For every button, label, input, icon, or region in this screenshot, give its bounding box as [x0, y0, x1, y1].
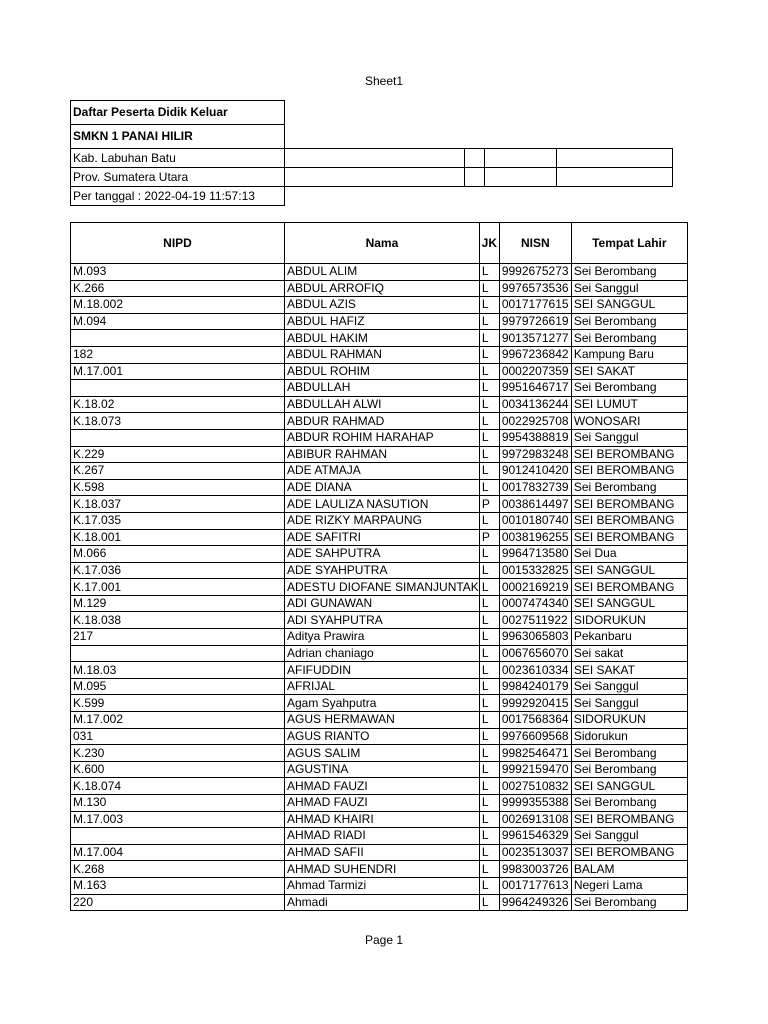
jk-cell: L [479, 761, 499, 778]
nama-cell: AHMAD FAUZI [285, 778, 480, 795]
nama-cell: ABDUR ROHIM HARAHAP [285, 429, 480, 446]
tempat-lahir-cell: Negeri Lama [571, 877, 687, 894]
table-row [71, 828, 688, 845]
nama-cell: AHMAD SAFII [285, 844, 480, 861]
nipd-cell: 217 [71, 629, 285, 646]
jk-cell: P [479, 496, 499, 513]
nama-cell: ABDUL ALIM [285, 264, 480, 281]
nipd-cell [71, 828, 285, 845]
nama-cell: Aditya Prawira [285, 629, 480, 646]
table-row [71, 313, 688, 330]
nisn-cell: 0010180740 [499, 512, 571, 529]
tempat-lahir-cell: SIDORUKUN [571, 612, 687, 629]
column-header-jk: JK [479, 223, 499, 264]
nipd-cell: K.17.001 [71, 579, 285, 596]
nipd-cell: K.18.038 [71, 612, 285, 629]
column-header-nama: Nama [285, 223, 480, 264]
tempat-lahir-cell: SEI BEROMBANG [571, 512, 687, 529]
nisn-cell: 9976609568 [499, 728, 571, 745]
jk-cell: L [479, 264, 499, 281]
nama-cell: ADE SAFITRI [285, 529, 480, 546]
tempat-lahir-cell: Sei Sanggul [571, 695, 687, 712]
nama-cell: ABDUL ARROFIQ [285, 280, 480, 297]
nipd-cell: 182 [71, 346, 285, 363]
nisn-cell: 9992675273 [499, 264, 571, 281]
nipd-cell: M.130 [71, 795, 285, 812]
table-row [71, 479, 688, 496]
nama-cell: ABIBUR RAHMAN [285, 446, 480, 463]
nipd-cell: M.18.002 [71, 297, 285, 314]
jk-cell: L [479, 413, 499, 430]
table-row [71, 678, 688, 695]
nama-cell: Adrian chaniago [285, 645, 480, 662]
tempat-lahir-cell: SEI SANGGUL [571, 595, 687, 612]
jk-cell: L [479, 612, 499, 629]
nama-cell: AGUS SALIM [285, 745, 480, 762]
jk-cell: P [479, 529, 499, 546]
nisn-cell: 9963065803 [499, 629, 571, 646]
nama-cell: Agam Syahputra [285, 695, 480, 712]
nisn-cell: 9992159470 [499, 761, 571, 778]
jk-cell: L [479, 396, 499, 413]
tempat-lahir-cell: Sei Sanggul [571, 429, 687, 446]
column-header-tempat-lahir: Tempat Lahir [571, 223, 687, 264]
table-row [71, 612, 688, 629]
tempat-lahir-cell: Sei Berombang [571, 264, 687, 281]
jk-cell: L [479, 446, 499, 463]
nipd-cell: M.17.003 [71, 811, 285, 828]
nisn-cell: 9972983248 [499, 446, 571, 463]
nama-cell: ADE ATMAJA [285, 463, 480, 480]
tempat-lahir-cell: Sei Sanggul [571, 280, 687, 297]
tempat-lahir-cell: Sei Berombang [571, 479, 687, 496]
nisn-cell: 0038614497 [499, 496, 571, 513]
nama-cell: ABDUL RAHMAN [285, 346, 480, 363]
jk-cell: L [479, 512, 499, 529]
nama-cell: AHMAD RIADI [285, 828, 480, 845]
nama-cell: ABDUL HAFIZ [285, 313, 480, 330]
table-row [71, 264, 688, 281]
table-row [71, 662, 688, 679]
table-row [71, 363, 688, 380]
nisn-cell: 0023513037 [499, 844, 571, 861]
nama-cell: AGUS HERMAWAN [285, 712, 480, 729]
nipd-cell [71, 380, 285, 397]
nisn-cell: 9013571277 [499, 330, 571, 347]
nama-cell: ABDUL AZIS [285, 297, 480, 314]
nama-cell: ADI SYAHPUTRA [285, 612, 480, 629]
table-row [71, 562, 688, 579]
tempat-lahir-cell: Sei Sanggul [571, 678, 687, 695]
nisn-cell: 9967236842 [499, 346, 571, 363]
tempat-lahir-cell: Sei Berombang [571, 330, 687, 347]
nisn-cell: 0017177615 [499, 297, 571, 314]
table-row [71, 877, 688, 894]
column-header-nipd: NIPD [71, 223, 285, 264]
nisn-cell: 9964249326 [499, 894, 571, 911]
nisn-cell: 0017832739 [499, 479, 571, 496]
page-number: Page 1 [364, 933, 404, 947]
nisn-cell: 9964713580 [499, 546, 571, 563]
table-row [71, 546, 688, 563]
jk-cell: L [479, 894, 499, 911]
nipd-cell: M.095 [71, 678, 285, 695]
nipd-cell: M.093 [71, 264, 285, 281]
tempat-lahir-cell: Sei Dua [571, 546, 687, 563]
tempat-lahir-cell: SEI SANGGUL [571, 297, 687, 314]
report-title: Daftar Peserta Didik Keluar [71, 101, 285, 125]
table-row [71, 695, 688, 712]
tempat-lahir-cell: Pekanbaru [571, 629, 687, 646]
tempat-lahir-cell: Kampung Baru [571, 346, 687, 363]
nisn-cell: 0067656070 [499, 645, 571, 662]
jk-cell: L [479, 811, 499, 828]
tempat-lahir-cell: SEI BEROMBANG [571, 811, 687, 828]
nisn-cell: 0017177613 [499, 877, 571, 894]
tempat-lahir-cell: Sei Berombang [571, 380, 687, 397]
nisn-cell: 9999355388 [499, 795, 571, 812]
tempat-lahir-cell: SEI SANGGUL [571, 562, 687, 579]
nama-cell: ADE LAULIZA NASUTION [285, 496, 480, 513]
jk-cell: L [479, 877, 499, 894]
jk-cell: L [479, 297, 499, 314]
nisn-cell: 9992920415 [499, 695, 571, 712]
nipd-cell: M.129 [71, 595, 285, 612]
jk-cell: L [479, 645, 499, 662]
nipd-cell: K.598 [71, 479, 285, 496]
nama-cell: ABDULLAH ALWI [285, 396, 480, 413]
provinsi: Prov. Sumatera Utara [71, 168, 285, 187]
nisn-cell: 9976573536 [499, 280, 571, 297]
nipd-cell: K.266 [71, 280, 285, 297]
table-row [71, 280, 688, 297]
nisn-cell: 0027511922 [499, 612, 571, 629]
nipd-cell: M.17.001 [71, 363, 285, 380]
jk-cell: L [479, 828, 499, 845]
tempat-lahir-cell: SEI BEROMBANG [571, 496, 687, 513]
nipd-cell: K.18.02 [71, 396, 285, 413]
jk-cell: L [479, 695, 499, 712]
student-table [70, 222, 688, 911]
nipd-cell: M.18.03 [71, 662, 285, 679]
nisn-cell: 9984240179 [499, 678, 571, 695]
tempat-lahir-cell: SEI BEROMBANG [571, 844, 687, 861]
nipd-cell: 220 [71, 894, 285, 911]
nisn-cell: 9961546329 [499, 828, 571, 845]
tempat-lahir-cell: Sei sakat [571, 645, 687, 662]
nama-cell: AFIFUDDIN [285, 662, 480, 679]
table-row [71, 396, 688, 413]
table-row [71, 297, 688, 314]
nisn-cell: 9012410420 [499, 463, 571, 480]
jk-cell: L [479, 546, 499, 563]
table-row [71, 894, 688, 911]
nipd-cell: 031 [71, 728, 285, 745]
tempat-lahir-cell: BALAM [571, 861, 687, 878]
table-row [71, 645, 688, 662]
nipd-cell: K.18.001 [71, 529, 285, 546]
sheet-title: Sheet1 [364, 74, 404, 88]
tempat-lahir-cell: SEI BEROMBANG [571, 579, 687, 596]
table-row [71, 844, 688, 861]
nipd-cell: K.17.035 [71, 512, 285, 529]
nisn-cell: 0002169219 [499, 579, 571, 596]
table-row [71, 629, 688, 646]
nama-cell: ADI GUNAWAN [285, 595, 480, 612]
nipd-cell [71, 429, 285, 446]
table-row [71, 463, 688, 480]
nipd-cell: K.230 [71, 745, 285, 762]
jk-cell: L [479, 678, 499, 695]
nisn-cell: 0026913108 [499, 811, 571, 828]
kabupaten: Kab. Labuhan Batu [71, 149, 285, 168]
jk-cell: L [479, 463, 499, 480]
table-row [71, 761, 688, 778]
nipd-cell: M.17.004 [71, 844, 285, 861]
table-row [71, 712, 688, 729]
table-row [71, 745, 688, 762]
nama-cell: ABDUR RAHMAD [285, 413, 480, 430]
column-header-nisn: NISN [499, 223, 571, 264]
nipd-cell: K.599 [71, 695, 285, 712]
nama-cell: Ahmad Tarmizi [285, 877, 480, 894]
table-row [71, 330, 688, 347]
nisn-cell: 9982546471 [499, 745, 571, 762]
nipd-cell: K.18.073 [71, 413, 285, 430]
nipd-cell: K.229 [71, 446, 285, 463]
nipd-cell: K.600 [71, 761, 285, 778]
tempat-lahir-cell: Sei Sanggul [571, 828, 687, 845]
nama-cell: ABDUL ROHIM [285, 363, 480, 380]
jk-cell: L [479, 562, 499, 579]
nama-cell: AHMAD KHAIRI [285, 811, 480, 828]
nisn-cell: 0002207359 [499, 363, 571, 380]
nipd-cell [71, 645, 285, 662]
jk-cell: L [479, 795, 499, 812]
table-row [71, 795, 688, 812]
tempat-lahir-cell: SEI BEROMBANG [571, 446, 687, 463]
table-row [71, 429, 688, 446]
nipd-cell: K.268 [71, 861, 285, 878]
jk-cell: L [479, 629, 499, 646]
jk-cell: L [479, 745, 499, 762]
table-row [71, 529, 688, 546]
nisn-cell: 0015332825 [499, 562, 571, 579]
table-row [71, 346, 688, 363]
nisn-cell: 9954388819 [499, 429, 571, 446]
tempat-lahir-cell: Sei Berombang [571, 745, 687, 762]
jk-cell: L [479, 861, 499, 878]
nipd-cell: M.094 [71, 313, 285, 330]
jk-cell: L [479, 429, 499, 446]
nisn-cell: 0017568364 [499, 712, 571, 729]
nama-cell: ABDULLAH [285, 380, 480, 397]
school-name: SMKN 1 PANAI HILIR [71, 125, 285, 149]
table-row [71, 512, 688, 529]
table-row [71, 811, 688, 828]
nipd-cell: K.267 [71, 463, 285, 480]
tempat-lahir-cell: SEI BEROMBANG [571, 529, 687, 546]
table-row [71, 861, 688, 878]
nama-cell: AHMAD FAUZI [285, 795, 480, 812]
table-row [71, 380, 688, 397]
table-row [71, 595, 688, 612]
nisn-cell: 0023610334 [499, 662, 571, 679]
jk-cell: L [479, 479, 499, 496]
nipd-cell [71, 330, 285, 347]
nisn-cell: 0022925708 [499, 413, 571, 430]
nipd-cell: M.066 [71, 546, 285, 563]
tempat-lahir-cell: Sei Berombang [571, 894, 687, 911]
report-header [70, 100, 673, 206]
jk-cell: L [479, 380, 499, 397]
nama-cell: ABDUL HAKIM [285, 330, 480, 347]
nipd-cell: K.18.074 [71, 778, 285, 795]
tempat-lahir-cell: Sei Berombang [571, 313, 687, 330]
nama-cell: ADE RIZKY MARPAUNG [285, 512, 480, 529]
nama-cell: AGUS RIANTO [285, 728, 480, 745]
tempat-lahir-cell: Sidorukun [571, 728, 687, 745]
nisn-cell: 0034136244 [499, 396, 571, 413]
jk-cell: L [479, 595, 499, 612]
tempat-lahir-cell: SEI LUMUT [571, 396, 687, 413]
tempat-lahir-cell: Sei Berombang [571, 795, 687, 812]
table-row [71, 446, 688, 463]
table-row [71, 778, 688, 795]
table-row [71, 728, 688, 745]
nisn-cell: 0038196255 [499, 529, 571, 546]
table-row [71, 496, 688, 513]
tempat-lahir-cell: WONOSARI [571, 413, 687, 430]
report-date: Per tanggal : 2022-04-19 11:57:13 [71, 187, 285, 206]
jk-cell: L [479, 346, 499, 363]
nama-cell: AFRIJAL [285, 678, 480, 695]
nipd-cell: M.163 [71, 877, 285, 894]
nama-cell: AGUSTINA [285, 761, 480, 778]
nama-cell: ADE SYAHPUTRA [285, 562, 480, 579]
tempat-lahir-cell: SEI SANGGUL [571, 778, 687, 795]
nisn-cell: 9951646717 [499, 380, 571, 397]
jk-cell: L [479, 728, 499, 745]
nama-cell: AHMAD SUHENDRI [285, 861, 480, 878]
table-row [71, 413, 688, 430]
nipd-cell: K.17.036 [71, 562, 285, 579]
tempat-lahir-cell: SEI SAKAT [571, 363, 687, 380]
jk-cell: L [479, 778, 499, 795]
nama-cell: ADE SAHPUTRA [285, 546, 480, 563]
jk-cell: L [479, 330, 499, 347]
nisn-cell: 9983003726 [499, 861, 571, 878]
jk-cell: L [479, 712, 499, 729]
nisn-cell: 0027510832 [499, 778, 571, 795]
tempat-lahir-cell: Sei Berombang [571, 761, 687, 778]
nipd-cell: M.17.002 [71, 712, 285, 729]
jk-cell: L [479, 280, 499, 297]
nama-cell: ADESTU DIOFANE SIMANJUNTAK [285, 579, 480, 596]
nipd-cell: K.18.037 [71, 496, 285, 513]
tempat-lahir-cell: SIDORUKUN [571, 712, 687, 729]
jk-cell: L [479, 313, 499, 330]
tempat-lahir-cell: SEI BEROMBANG [571, 463, 687, 480]
nama-cell: Ahmadi [285, 894, 480, 911]
table-row [71, 579, 688, 596]
jk-cell: L [479, 363, 499, 380]
nama-cell: ADE DIANA [285, 479, 480, 496]
jk-cell: L [479, 579, 499, 596]
jk-cell: L [479, 662, 499, 679]
table-header-row [71, 223, 688, 264]
nisn-cell: 9979726619 [499, 313, 571, 330]
jk-cell: L [479, 844, 499, 861]
nisn-cell: 0007474340 [499, 595, 571, 612]
tempat-lahir-cell: SEI SAKAT [571, 662, 687, 679]
